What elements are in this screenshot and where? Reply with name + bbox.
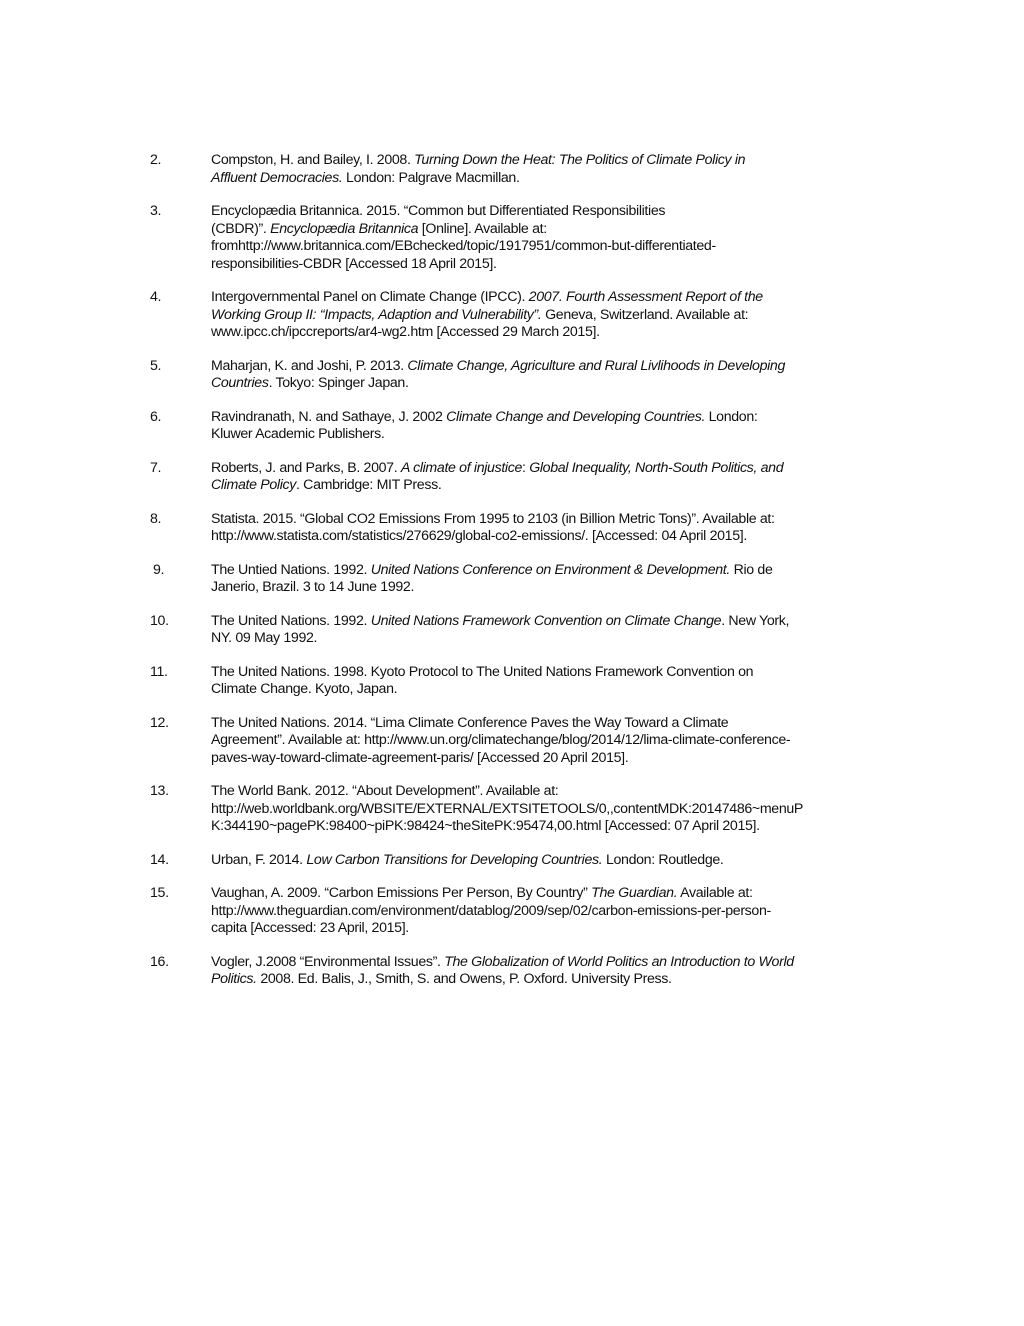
reference-item	[150, 954, 880, 989]
reference-list	[150, 152, 880, 1005]
reference-title-italic: Encyclopædia Britannica	[270, 220, 419, 237]
reference-text-segment: Intergovernmental Panel on Climate Change (IPCC).	[211, 289, 529, 305]
reference-text-segment: Maharjan, K. and Joshi, P. 2013.	[211, 357, 408, 374]
reference-number: 2.	[150, 152, 162, 168]
reference-number: 11.	[150, 663, 168, 680]
reference-text	[211, 409, 876, 444]
reference-item	[150, 460, 880, 495]
reference-title-italic: 2007. Fourth Assessment Report of the Working Group II: “Impacts, Adaption and Vulnerability”.	[211, 289, 763, 323]
reference-item	[150, 289, 880, 342]
reference-item	[150, 783, 880, 836]
reference-number: 10.	[150, 612, 169, 629]
reference-text-segment: Encyclopædia Britannica. 2015. “Common but Differentiated Responsibilities (CBDR)”.	[211, 203, 666, 237]
reference-text	[211, 289, 876, 342]
reference-number: 12.	[150, 714, 169, 731]
reference-text-segment: :	[522, 459, 530, 476]
reference-text-segment: Ravindranath, N. and Sathaye, J. 2002	[211, 408, 447, 425]
reference-text	[211, 954, 876, 989]
reference-item	[150, 664, 880, 699]
reference-text	[211, 562, 876, 597]
reference-item	[150, 715, 880, 768]
reference-text-segment: . Tokyo: Spinger Japan.	[268, 375, 409, 391]
reference-text	[211, 715, 876, 768]
reference-text-segment: Statista. 2015. “Global CO2 Emissions From 1995 to 2103 (in Billion Metric Tons)”. Available at: http://www.statista.com/statistics/276629/global-co2-emissions/. [Accessed: 04 April 2015].	[211, 510, 775, 544]
reference-text-segment: London: Routledge.	[602, 851, 724, 868]
reference-item	[150, 852, 880, 870]
reference-title-italic: United Nations Framework Convention on Climate Change	[370, 612, 722, 629]
reference-text	[211, 885, 876, 938]
reference-text	[211, 358, 876, 393]
reference-text-segment: Available at: http://www.theguardian.com/environment/datablog/2009/sep/02/carbon-emissions-per-person- capita [Accessed: 23 April, 2015].	[211, 885, 771, 936]
reference-number: 4.	[150, 289, 162, 305]
reference-number: 16.	[150, 953, 169, 970]
reference-item	[150, 613, 880, 648]
reference-text-segment: The United Nations. 1998. Kyoto Protocol to The United Nations Framework Convention on Climate Change. Kyoto, Japan.	[211, 663, 754, 697]
reference-number: 14.	[150, 851, 169, 868]
reference-item	[150, 152, 880, 187]
reference-item	[150, 203, 880, 273]
reference-text-segment: Rio de Janerio, Brazil. 3 to 14 June 1992.	[211, 561, 773, 595]
reference-text-segment: Compston, H. and Bailey, I. 2008.	[211, 152, 415, 168]
reference-text-segment: . New York, NY. 09 May 1992.	[211, 612, 790, 646]
reference-text-segment: London: Kluwer Academic Publishers.	[211, 408, 758, 442]
reference-text	[211, 613, 876, 648]
reference-text	[211, 664, 876, 699]
reference-title-italic: Climate Change and Developing Countries.	[446, 408, 706, 425]
reference-text-segment: Urban, F. 2014.	[211, 851, 307, 868]
reference-item	[150, 885, 880, 938]
reference-title-italic: The Globalization of World Politics an Introduction to World Politics.	[211, 953, 794, 987]
reference-text	[211, 460, 876, 495]
reference-title-italic: The Guardian.	[591, 885, 678, 901]
reference-title-italic: United Nations Conference on Environment & Development.	[370, 561, 730, 578]
reference-number: 15.	[150, 885, 169, 901]
reference-number: 5.	[150, 357, 162, 374]
reference-number: 7.	[150, 459, 162, 476]
reference-text-segment: Vaughan, A. 2009. “Carbon Emissions Per Person, By Country”	[211, 885, 592, 901]
reference-text-segment: The United Nations. 1992.	[211, 612, 371, 629]
reference-text-segment: The World Bank. 2012. “About Development”. Available at: http://web.worldbank.org/WBSITE/EXTERNAL/EXTSITETOOLS/0,,contentMDK:20147486~menuP K:344190~pagePK:98400~piPK:98424~theSitePK:95474,00.html [Accessed: 07 April 2015].	[211, 783, 804, 834]
reference-text-segment: The United Nations. 2014. “Lima Climate Conference Paves the Way Toward a Climate Agreement”. Available at: http://www.un.org/climatechange/blog/2014/12/lima-climate-conference- paves-way-toward-climate-agreement-paris/ [Accessed 20 April 2015].	[211, 714, 791, 766]
reference-title-italic: Climate Change, Agriculture and Rural Livlihoods in Developing Countries	[211, 357, 786, 391]
reference-number: 6.	[150, 408, 162, 425]
reference-text-segment: The Untied Nations. 1992.	[211, 561, 371, 578]
reference-text-segment: Roberts, J. and Parks, B. 2007.	[211, 459, 401, 476]
reference-title-italic: Low Carbon Transitions for Developing Countries.	[306, 851, 603, 868]
reference-text	[211, 203, 876, 273]
reference-text	[211, 511, 876, 546]
reference-number: 3.	[150, 203, 162, 219]
reference-text-segment: Vogler, J.2008 “Environmental Issues”.	[211, 953, 445, 970]
reference-item	[150, 562, 880, 597]
reference-number: 8.	[150, 510, 162, 527]
reference-title-italic: Turning Down the Heat: The Politics of Climate Policy in Affluent Democracies.	[211, 152, 746, 186]
reference-text	[211, 152, 876, 187]
reference-title-italic: Global Inequality, North-South Politics, and Climate Policy	[211, 459, 784, 493]
reference-number: 13.	[150, 783, 169, 799]
reference-title-italic: A climate of injustice	[400, 459, 522, 476]
reference-text-segment: London: Palgrave Macmillan.	[342, 169, 520, 186]
reference-text	[211, 783, 876, 836]
reference-item	[150, 511, 880, 546]
reference-text-segment: [Online]. Available at: fromhttp://www.britannica.com/EBchecked/topic/1917951/common-but-differentiated- responsibilities-CBDR [Accessed 18 April 2015].	[211, 220, 716, 272]
reference-item	[150, 358, 880, 393]
reference-text-segment: 2008. Ed. Balis, J., Smith, S. and Owens, P. Oxford. University Press.	[256, 971, 672, 987]
reference-text	[211, 852, 876, 870]
reference-text-segment: . Cambridge: MIT Press.	[295, 477, 442, 493]
reference-number: 9.	[153, 561, 165, 578]
reference-item	[150, 409, 880, 444]
reference-text-segment: Geneva, Switzerland. Available at: www.ipcc.ch/ipccreports/ar4-wg2.htm [Accessed 29 March 2015].	[211, 306, 749, 340]
